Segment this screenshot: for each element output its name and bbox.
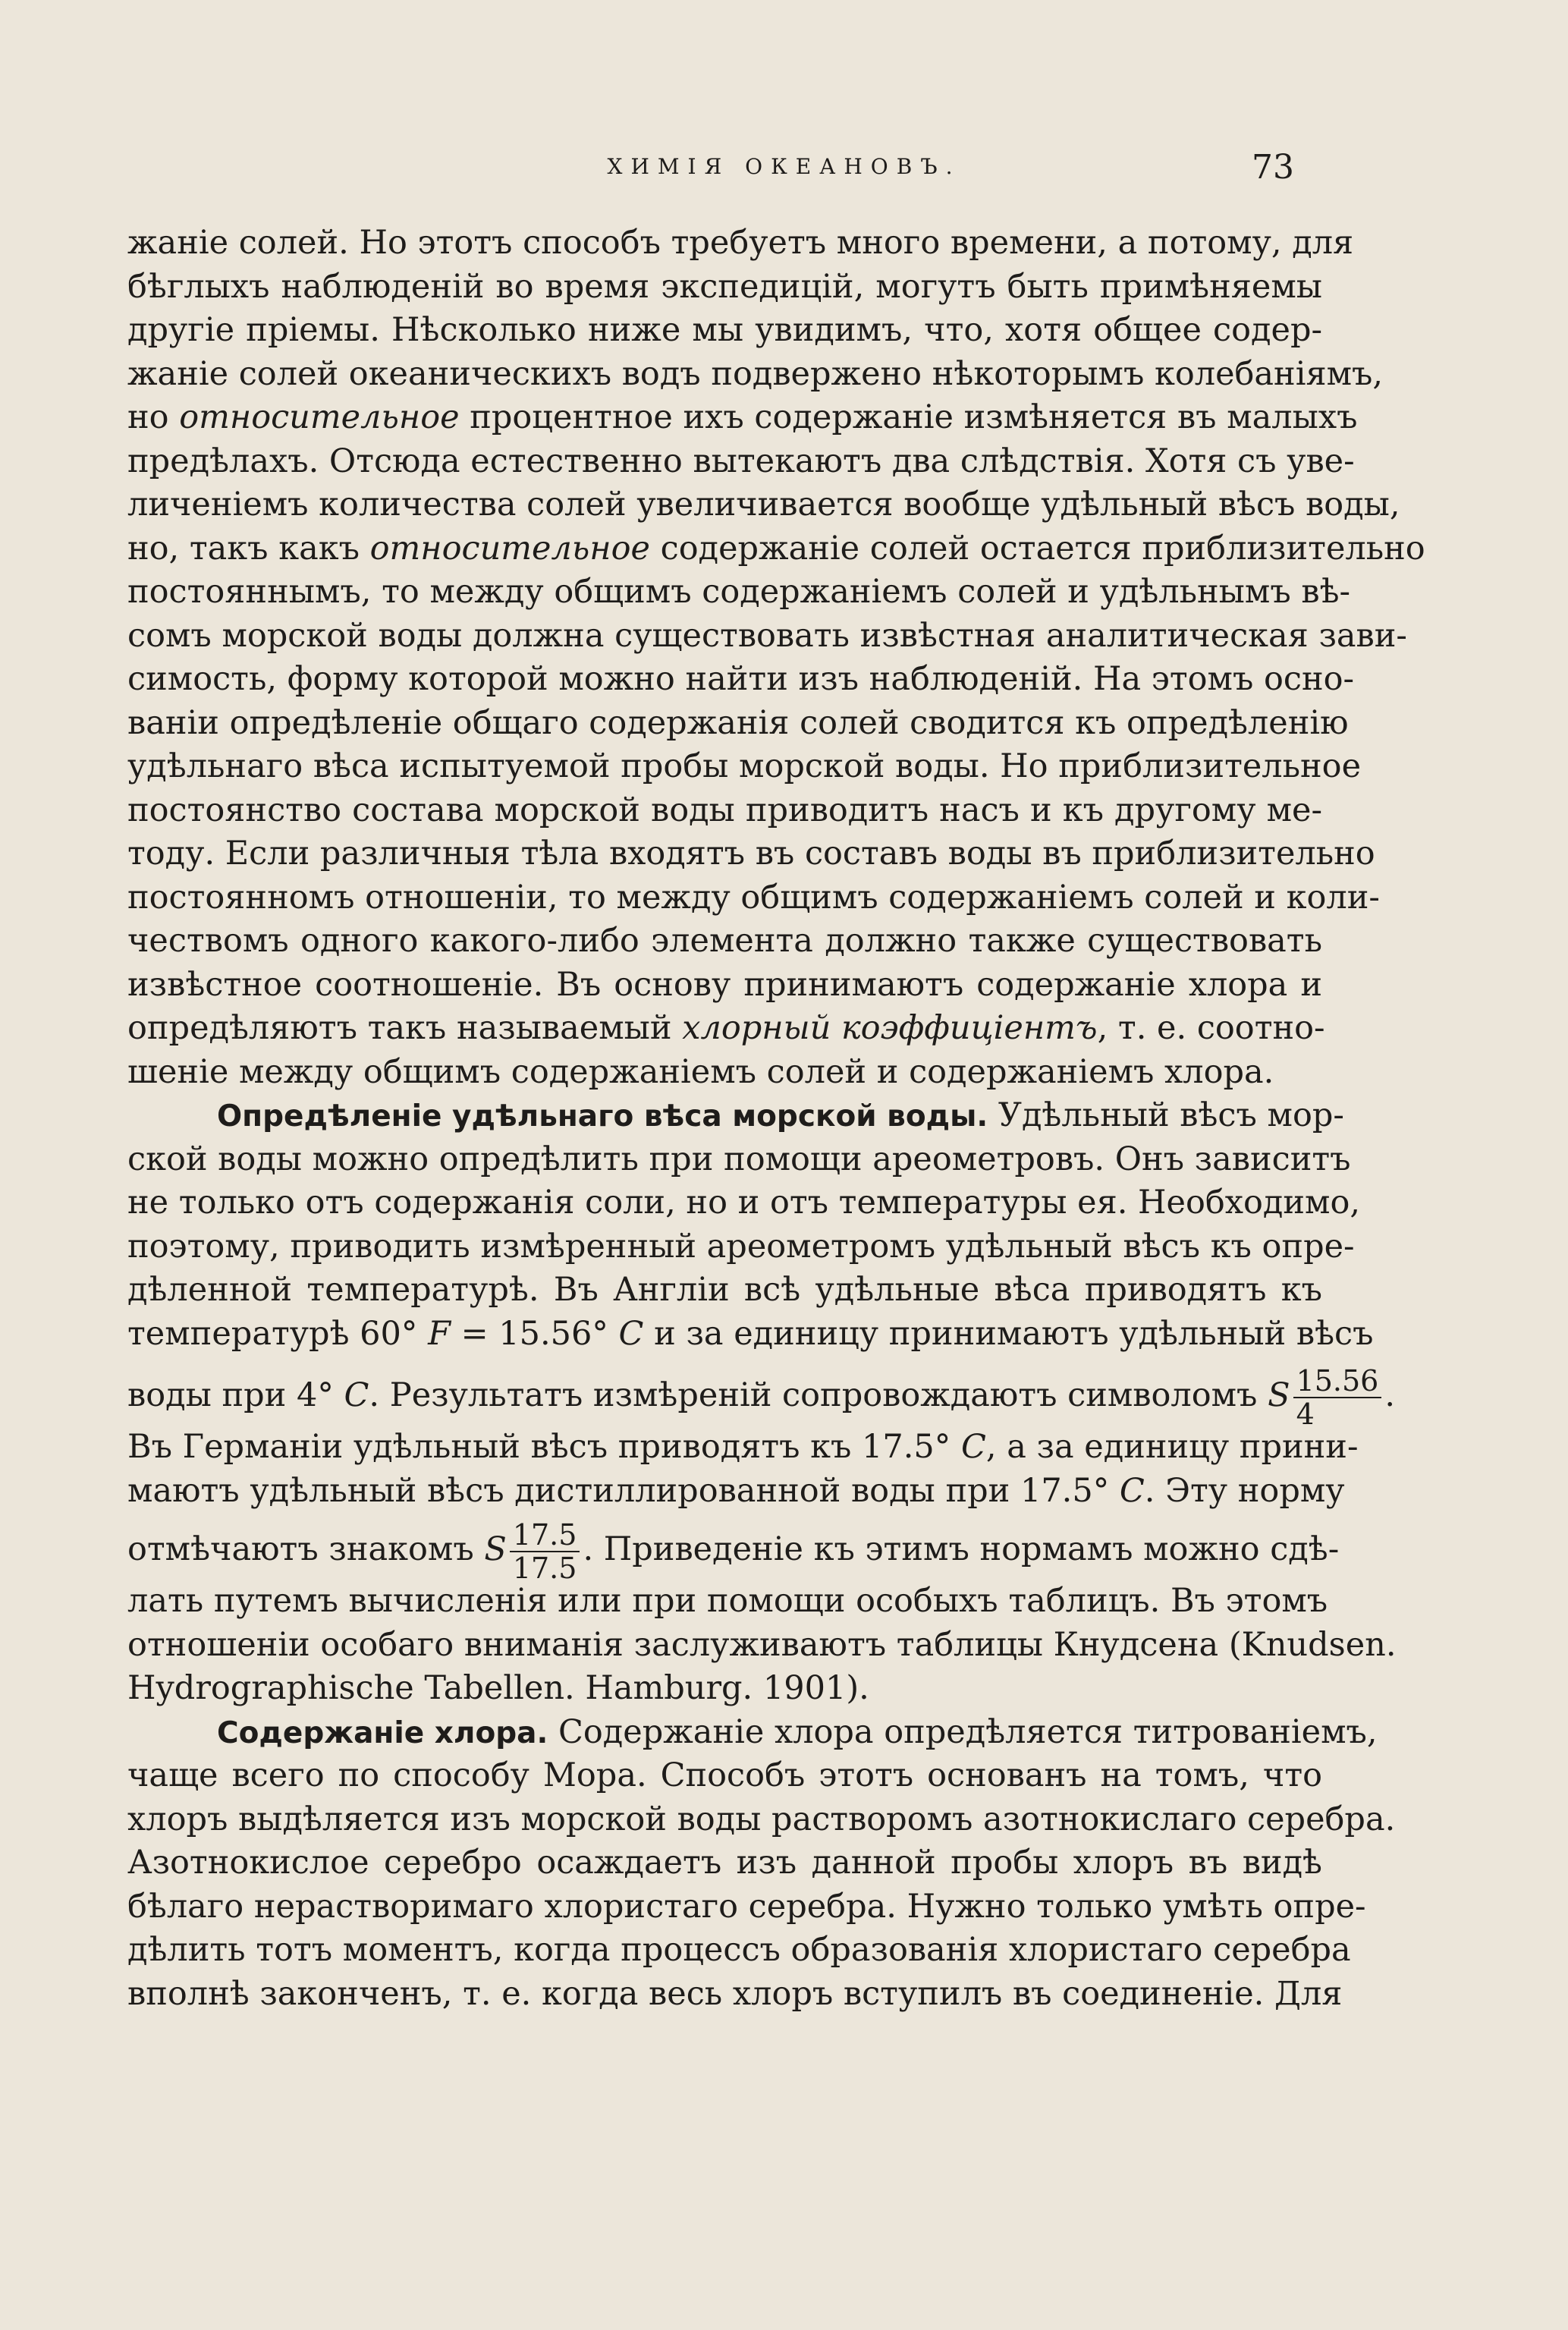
- text-run: процентное ихъ содержаніе измѣняется въ малыхъ: [459, 398, 1358, 436]
- formula-symbol: S: [484, 1530, 507, 1568]
- text-run: , т. е. соотно-: [1097, 1009, 1325, 1047]
- formula-fraction: [1293, 1365, 1382, 1430]
- text-run: но, такъ какъ: [127, 529, 370, 568]
- text-line: дѣленной температурѣ. Въ Англіи всѣ удѣльные вѣса приводятъ къ: [127, 1271, 1322, 1309]
- text-line: бѣлаго нерастворимаго хлористаго серебра. Нужно только умѣть опре-: [127, 1887, 1366, 1926]
- text-run: воды при 4°: [127, 1376, 344, 1414]
- formula-fraction: [510, 1519, 580, 1584]
- formula-variable: C: [344, 1376, 369, 1414]
- text-run: отмѣчаютъ знакомъ: [127, 1530, 485, 1568]
- text-line: личеніемъ количества солей увеличивается вообще удѣльный вѣсъ воды,: [127, 486, 1400, 524]
- text-line: симость, форму которой можно найти изъ наблюденій. На этомъ осно-: [127, 660, 1355, 698]
- text-run: Содержаніе хлора опредѣляется титрованіемъ,: [548, 1712, 1378, 1751]
- text-run: содержаніе солей остается приблизительно: [649, 529, 1425, 568]
- text-run: , а за единицу прини-: [985, 1428, 1359, 1466]
- text-line: постоянство состава морской воды приводитъ насъ и къ другому ме-: [127, 791, 1322, 829]
- text-line: [127, 1313, 1374, 1357]
- text-run: . Приведеніе къ этимъ нормамъ можно сдѣ-: [583, 1530, 1340, 1568]
- text-line: дѣлить тотъ моментъ, когда процессъ образованія хлористаго серебра: [127, 1931, 1351, 1969]
- text-run: температурѣ 60°: [127, 1314, 429, 1353]
- text-line: извѣстное соотношеніе. Въ основу принимаютъ содержаніе хлора и: [127, 965, 1322, 1004]
- emphasis-text: относительное: [179, 398, 460, 436]
- text-line: тоду. Если различныя тѣла входятъ въ составъ воды въ приблизительно: [127, 835, 1375, 873]
- text-line: удѣльнаго вѣса испытуемой пробы морской воды. Но приблизительное: [127, 747, 1362, 785]
- text-line: [127, 1007, 1325, 1051]
- formula-variable: C: [618, 1314, 644, 1353]
- text-line: сомъ морской воды должна существовать извѣстная аналитическая зави-: [127, 616, 1407, 655]
- emphasis-text: хлорный коэффиціентъ: [682, 1009, 1098, 1047]
- text-run: но: [127, 398, 180, 436]
- text-run: Удѣльный вѣсъ мор-: [988, 1096, 1344, 1134]
- text-line: Hydrographische Tabellen. Hamburg. 1901).: [127, 1669, 869, 1707]
- text-line: хлоръ выдѣляется изъ морской воды растворомъ азотнокислаго серебра.: [127, 1800, 1396, 1838]
- text-line: жаніе солей. Но этотъ способъ требуетъ много времени, а потому, для: [127, 224, 1354, 262]
- fraction-denominator: 4: [1296, 1398, 1315, 1431]
- text-line: отношеніи особаго вниманія заслуживаютъ таблицы Кнудсена (Knudsen.: [127, 1625, 1397, 1664]
- page-text: [127, 222, 1425, 2016]
- text-line: чаще всего по способу Мора. Способъ этотъ основанъ на томъ, что: [127, 1756, 1322, 1794]
- text-line: шеніе между общимъ содержаніемъ солей и содержаніемъ хлора.: [127, 1052, 1274, 1091]
- text-run: Въ Германіи удѣльный вѣсъ приводятъ къ 17.5°: [127, 1428, 961, 1466]
- formula-variable: F: [428, 1314, 451, 1353]
- text-line: ской воды можно опредѣлить при помощи ареометровъ. Онъ зависитъ: [127, 1140, 1351, 1178]
- text-line: [127, 1470, 1345, 1514]
- text-line: другіе пріемы. Нѣсколько ниже мы увидимъ, что, хотя общее содер-: [127, 311, 1322, 349]
- text-line: не только отъ содержанія соли, но и отъ температуры ея. Необходимо,: [127, 1184, 1361, 1222]
- emphasis-text: относительное: [369, 529, 650, 568]
- text-line: [127, 1513, 1340, 1585]
- text-run: . Эту норму: [1144, 1471, 1345, 1510]
- text-line: постоянномъ отношеніи, то между общимъ содержаніемъ солей и коли-: [127, 878, 1380, 917]
- text-line: предѣлахъ. Отсюда естественно вытекаютъ два слѣдствія. Хотя съ уве-: [127, 442, 1355, 480]
- formula-variable: C: [1119, 1471, 1145, 1510]
- fraction-denominator: 17.5: [512, 1552, 577, 1585]
- text-line: лать путемъ вычисленія или при помощи особыхъ таблицъ. Въ этомъ: [127, 1582, 1328, 1620]
- text-run: = 15.56°: [450, 1314, 619, 1353]
- fraction-numerator: 17.5: [510, 1519, 580, 1552]
- text-line: [127, 527, 1425, 571]
- text-line: поэтому, приводить измѣренный ареометромъ удѣльный вѣсъ къ опре-: [127, 1227, 1355, 1266]
- formula-variable: C: [960, 1428, 986, 1466]
- running-title: ХИМІЯ ОКЕАНОВЪ.: [607, 154, 961, 179]
- text-line: [127, 396, 1358, 440]
- text-run: маютъ удѣльный вѣсъ дистиллированной воды при 17.5°: [127, 1471, 1120, 1510]
- text-run: . Результатъ измѣреній сопровождаютъ символомъ: [369, 1376, 1268, 1414]
- section-heading: Содержаніе хлора.: [217, 1715, 548, 1750]
- text-run: и за единицу принимаютъ удѣльный вѣсъ: [643, 1314, 1374, 1353]
- text-line: жаніе солей океаническихъ водъ подвержено нѣкоторымъ колебаніямъ,: [127, 354, 1384, 393]
- section-heading: Опредѣленіе удѣльнаго вѣса морской воды.: [217, 1099, 988, 1134]
- text-line: бѣглыхъ наблюденій во время экспедицій, могутъ быть примѣняемы: [127, 267, 1322, 306]
- text-line: [127, 1711, 1378, 1755]
- text-line: Азотнокислое серебро осаждаетъ изъ данной пробы хлоръ въ видѣ: [127, 1844, 1322, 1882]
- text-run: .: [1384, 1376, 1396, 1414]
- text-line: вполнѣ законченъ, т. е. когда весь хлоръ вступилъ въ соединеніе. Для: [127, 1974, 1343, 2013]
- formula-symbol: S: [1268, 1376, 1290, 1414]
- text-line: чествомъ одного какого-либо элемента должно также существовать: [127, 922, 1322, 960]
- text-line: постояннымъ, то между общимъ содержаніемъ солей и удѣльнымъ вѣ-: [127, 573, 1351, 611]
- page-header: [0, 148, 1568, 193]
- text-line: [127, 1356, 1396, 1431]
- fraction-numerator: 15.56: [1293, 1365, 1382, 1398]
- text-run: опредѣляютъ такъ называемый: [127, 1009, 683, 1047]
- text-line: [127, 1094, 1344, 1138]
- text-line: [127, 1426, 1359, 1470]
- text-line: ваніи опредѣленіе общаго содержанія солей сводится къ опредѣленію: [127, 703, 1349, 742]
- page-number: 73: [1252, 148, 1294, 187]
